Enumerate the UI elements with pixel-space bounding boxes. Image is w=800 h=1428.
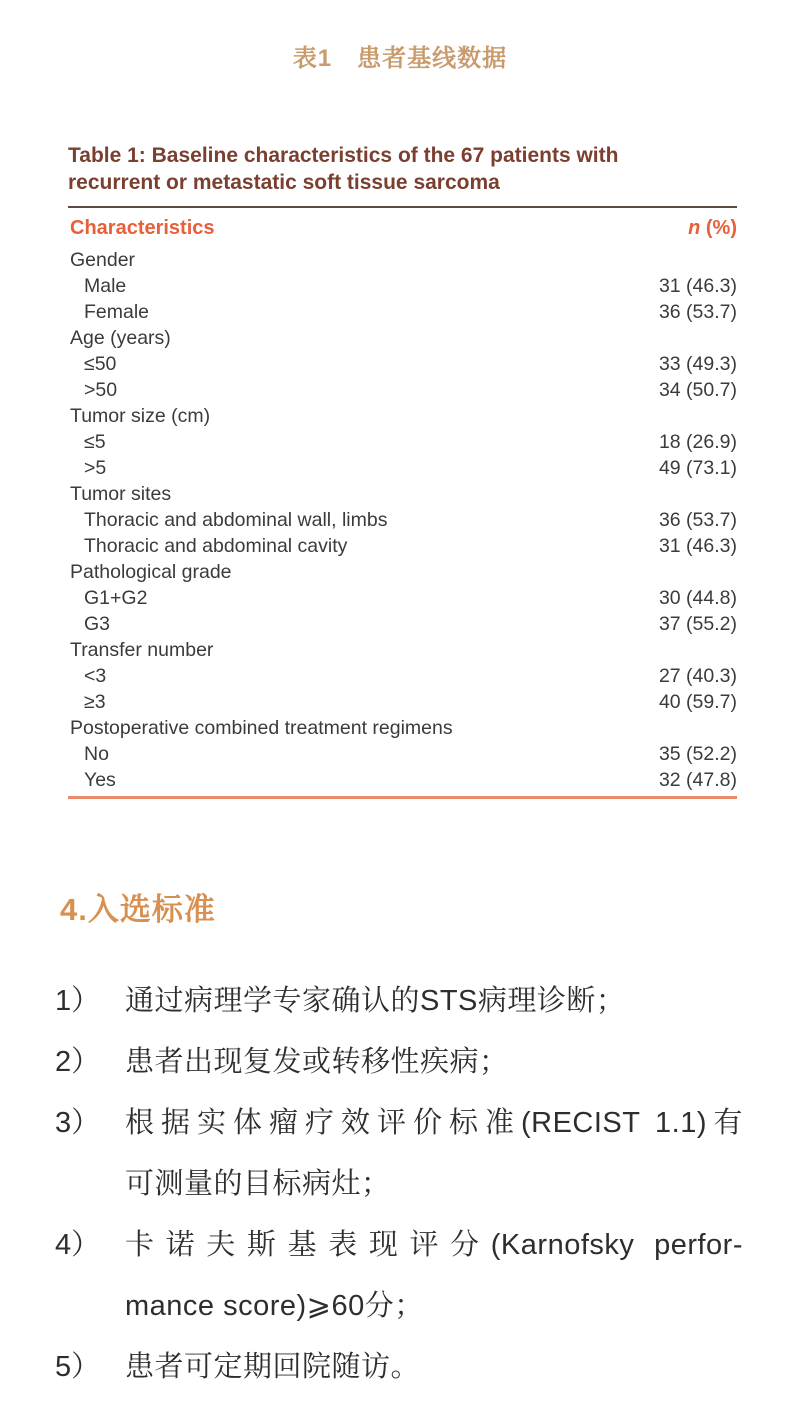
table-row [70,325,737,351]
column-header-characteristics: Characteristics [70,217,215,239]
row-label: >5 [84,457,107,479]
list-item-text: 卡诺夫斯基表现评分(Karnofsky perfor- [125,1229,743,1261]
row-label: >50 [84,379,118,401]
row-value: 27 (40.3) [658,665,737,687]
table-bottom-rule [68,796,737,799]
list-item-line [55,1222,743,1283]
table-row [70,637,737,663]
row-value: 36 (53.7) [658,301,737,323]
row-label: Thoracic and abdominal cavity [84,535,348,557]
page-title: 表1 患者基线数据 [292,45,508,72]
list-item-line [55,1283,743,1344]
section-heading-inclusion-criteria: 4.入选标准 [60,892,216,927]
table-row [70,247,737,273]
row-label: ≤5 [84,431,106,453]
row-label: Tumor sites [70,483,172,505]
row-value: 40 (59.7) [658,691,737,713]
row-label: Age (years) [70,327,171,349]
row-value: 35 (52.2) [658,743,737,765]
row-label: Thoracic and abdominal wall, limbs [84,509,388,531]
row-label: Pathological grade [70,561,232,583]
table-row [70,559,737,585]
list-item-line [55,1039,743,1100]
table-row [70,663,737,689]
table-row [70,767,737,793]
table-header-row [68,208,737,247]
inclusion-criteria-list [55,978,743,1405]
table-row [70,273,737,299]
n-italic: n [688,217,701,239]
table-row [70,715,737,741]
table-title-line-1: Table 1: Baseline characteristics of the 67 patients with [68,144,619,167]
list-item-line [55,1344,743,1405]
table-row [70,533,737,559]
table-row [70,481,737,507]
row-value: 37 (55.2) [658,613,737,635]
column-header-n-pct [688,217,737,240]
row-label: G3 [84,613,111,635]
row-label: Transfer number [70,639,214,661]
pct-label: (%) [705,217,737,239]
row-value: 34 (50.7) [658,379,737,401]
table-row [70,507,737,533]
row-value: 33 (49.3) [658,353,737,375]
table-row [70,455,737,481]
table-row [70,403,737,429]
list-item-text: 患者可定期回院随访。 [125,1351,421,1383]
table-title-line-2: recurrent or metastatic soft tissue sarcoma [68,171,500,194]
list-item-number: 1） [55,985,101,1017]
baseline-table [68,142,737,799]
row-label: Gender [70,249,136,271]
table-body [68,247,737,793]
table-row [70,611,737,637]
table-row [70,689,737,715]
list-item-line [55,1100,743,1161]
row-label: Female [84,301,150,323]
row-label: ≤50 [84,353,117,375]
list-item-number: 4） [55,1229,101,1261]
row-label: No [84,743,109,765]
row-label: ≥3 [84,691,106,713]
list-item-number: 3） [55,1107,101,1139]
list-item-text: 患者出现复发或转移性疾病； [125,1046,509,1078]
row-value: 31 (46.3) [658,535,737,557]
list-item-text: 根据实体瘤疗效评价标准(RECIST 1.1)有 [125,1107,743,1139]
table-row [70,377,737,403]
list-item-line [55,978,743,1039]
table-title [68,142,737,196]
row-value: 18 (26.9) [658,431,737,453]
list-item-text: 通过病理学专家确认的STS病理诊断； [125,985,626,1017]
list-item-line [55,1161,743,1222]
row-label: Tumor size (cm) [70,405,211,427]
table-row [70,299,737,325]
row-label: Male [84,275,127,297]
list-item-text: 可测量的目标病灶； [125,1168,391,1200]
table-row [70,351,737,377]
row-label: G1+G2 [84,587,148,609]
row-value: 36 (53.7) [658,509,737,531]
table-row [70,585,737,611]
row-value: 30 (44.8) [658,587,737,609]
row-label: Yes [84,769,116,791]
row-label: <3 [84,665,107,687]
list-item-number: 2） [55,1046,101,1078]
row-value: 49 (73.1) [658,457,737,479]
row-value: 32 (47.8) [658,769,737,791]
list-item-text: mance score)⩾60分； [125,1290,424,1322]
table-row [70,741,737,767]
row-value: 31 (46.3) [658,275,737,297]
row-label: Postoperative combined treatment regimens [70,717,453,739]
list-item-number: 5） [55,1351,101,1383]
table-row [70,429,737,455]
